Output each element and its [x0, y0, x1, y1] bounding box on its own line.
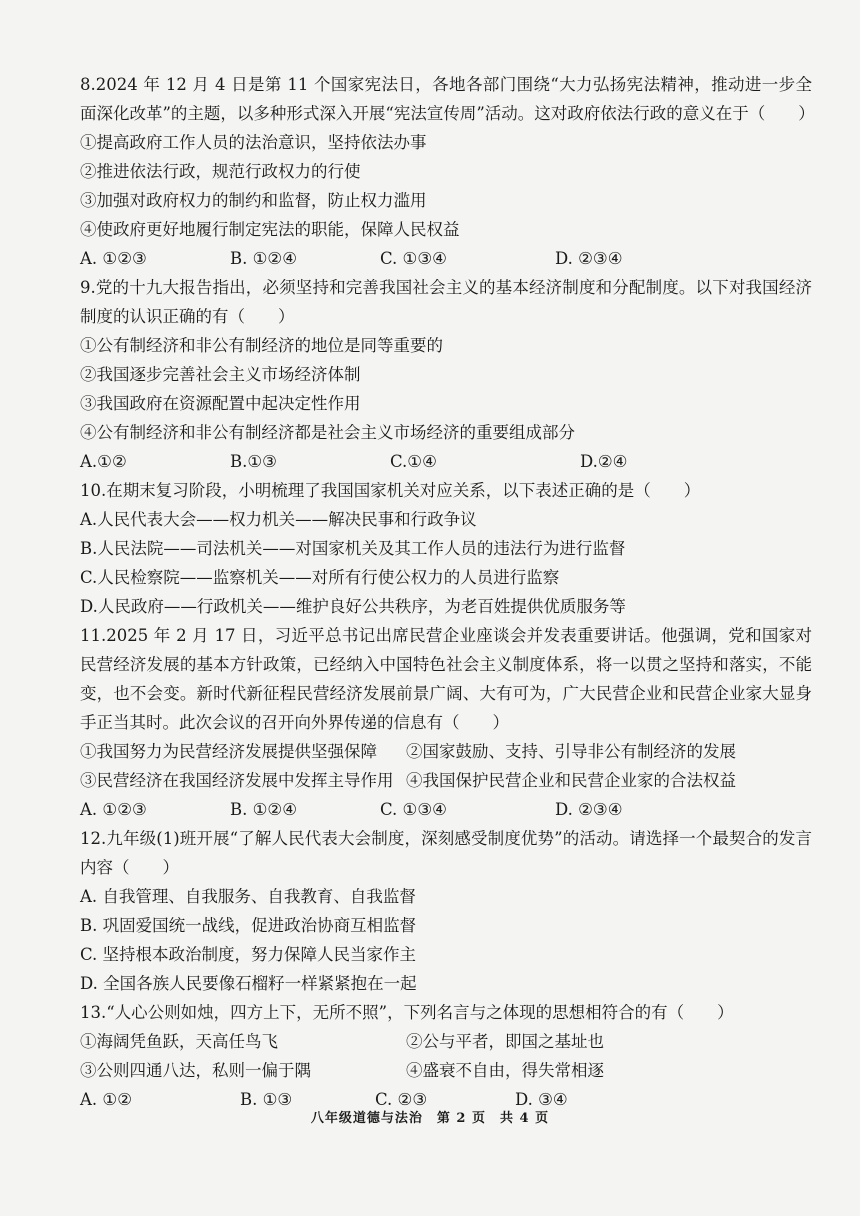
- statement-option: ②我国逐步完善社会主义市场经济体制: [80, 365, 361, 384]
- statement-option: ②国家鼓励、支持、引导非公有制经济的发展: [406, 742, 736, 761]
- choice-d: D.②④: [580, 452, 628, 471]
- choice-a: A.①②: [80, 452, 127, 471]
- question-stem: 8.2024 年 12 月 4 日是第 11 个国家宪法日，各地各部门围绕“大力弘扬宪法精神，推动进一步全面深化改革”的主题，以多种形式深入开展“宪法宣传周”活动。这对政府依法行政的意义在于（ ）: [80, 75, 815, 123]
- statement-option: ①我国努力为民营经济发展提供坚强保障: [80, 742, 377, 761]
- question-stem: 10.在期末复习阶段，小明梳理了我国国家机关对应关系，以下表述正确的是（ ）: [80, 481, 701, 500]
- statement-option: ①公有制经济和非公有制经济的地位是同等重要的: [80, 336, 443, 355]
- question-8: [80, 70, 815, 273]
- statement-row: [80, 1056, 812, 1085]
- question-stem: 13.“人心公则如烛，四方上下，无所不照”，下列名言与之体现的思想相符合的有（ ）: [80, 1003, 734, 1022]
- statement-row: [80, 766, 812, 795]
- statement-option: ④我国保护民营企业和民营企业家的合法权益: [406, 771, 736, 790]
- choice-d: D. ②③④: [555, 249, 623, 268]
- statement-option: ③公则四通八达，私则一偏于隅: [80, 1061, 311, 1080]
- statement-option: ③我国政府在资源配置中起决定性作用: [80, 394, 361, 413]
- choice-c: C. ①③④: [380, 249, 447, 268]
- question-10: [80, 476, 812, 621]
- choice-c: C. ①③④: [380, 800, 447, 819]
- answer-option-c: C. 坚持根本政治制度，努力保障人民当家作主: [80, 945, 417, 964]
- choice-d: D. ③④: [515, 1090, 568, 1109]
- statement-option: ③民营经济在我国经济发展中发挥主导作用: [80, 771, 394, 790]
- statement-option: ④盛衰不自由，得失常相逐: [406, 1061, 604, 1080]
- choice-b: B. ①②④: [230, 249, 297, 268]
- page-footer: 八年级道德与法治 第 2 页 共 4 页: [310, 1111, 550, 1126]
- answer-choices: [80, 244, 812, 273]
- question-stem: 11.2025 年 2 月 17 日，习近平总书记出席民营企业座谈会并发表重要讲话。他强调，党和国家对民营经济发展的基本方针政策，已经纳入中国特色社会主义制度体系，将一以贯之坚持和落实，不能变，也不会变。新时代新征程民营经济发展前景广阔、大有可为，广大民营企业和民营企业家大显身手正当其时。此次会议的召开向外界传递的信息有（ ）: [80, 626, 812, 732]
- question-stem: 9.党的十九大报告指出，必须坚持和完善我国社会主义的基本经济制度和分配制度。以下对我国经济制度的认识正确的有（ ）: [80, 278, 812, 326]
- question-12: [80, 824, 812, 998]
- answer-option-b: B. 巩固爱国统一战线，促进政治协商互相监督: [80, 916, 417, 935]
- question-stem: 12.九年级(1)班开展“了解人民代表大会制度，深刻感受制度优势”的活动。请选择一个最契合的发言内容（ ）: [80, 829, 812, 877]
- question-13: [80, 998, 812, 1114]
- statement-option: ②推进依法行政，规范行政权力的行使: [80, 162, 361, 181]
- choice-a: A. ①②③: [80, 249, 147, 268]
- choice-b: B. ①③: [240, 1090, 293, 1109]
- question-9: [80, 273, 812, 476]
- choice-b: B. ①②④: [230, 800, 297, 819]
- statement-option: ①海阔凭鱼跃，天高任鸟飞: [80, 1032, 278, 1051]
- choice-a: A. ①②③: [80, 800, 147, 819]
- answer-option-c: C.人民检察院——监察机关——对所有行使公权力的人员进行监察: [80, 568, 560, 587]
- choice-a: A. ①②: [80, 1090, 132, 1109]
- answer-option-d: D. 全国各族人民要像石榴籽一样紧紧抱在一起: [80, 974, 417, 993]
- question-11: [80, 621, 812, 824]
- statement-row: [80, 737, 812, 766]
- choice-c: C.①④: [390, 452, 437, 471]
- choice-b: B.①③: [230, 452, 277, 471]
- answer-option-d: D.人民政府——行政机关——维护良好公共秩序，为老百姓提供优质服务等: [80, 597, 626, 616]
- answer-option-b: B.人民法院——司法机关——对国家机关及其工作人员的违法行为进行监督: [80, 539, 626, 558]
- choice-d: D. ②③④: [555, 800, 623, 819]
- statement-option: ④公有制经济和非公有制经济都是社会主义市场经济的重要组成部分: [80, 423, 575, 442]
- statement-row: [80, 1027, 812, 1056]
- statement-option: ②公与平者，即国之基址也: [406, 1032, 604, 1051]
- answer-option-a: A. 自我管理、自我服务、自我教育、自我监督: [80, 887, 416, 906]
- statement-option: ④使政府更好地履行制定宪法的职能，保障人民权益: [80, 220, 460, 239]
- answer-choices: [80, 447, 812, 476]
- answer-option-a: A.人民代表大会——权力机关——解决民事和行政争议: [80, 510, 477, 529]
- statement-option: ③加强对政府权力的制约和监督，防止权力滥用: [80, 191, 427, 210]
- choice-c: C. ②③: [375, 1090, 428, 1109]
- answer-choices: [80, 795, 812, 824]
- statement-option: ①提高政府工作人员的法治意识，坚持依法办事: [80, 133, 427, 152]
